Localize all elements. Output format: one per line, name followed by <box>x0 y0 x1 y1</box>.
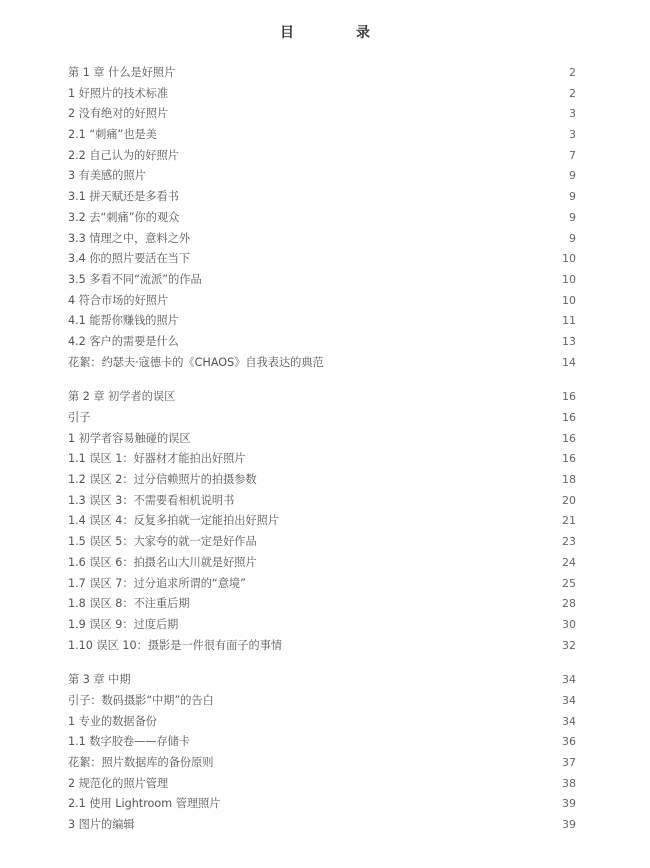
toc-entry-title: 1.4 误区 4：反复多拍就一定能拍出好照片 <box>68 514 280 528</box>
toc-entry[interactable] <box>68 511 576 532</box>
toc-entry-page-number: 20 <box>562 493 576 507</box>
toc-entry-title: 4.2 客户的需要是什么 <box>68 334 179 348</box>
toc-entry[interactable] <box>68 291 576 312</box>
toc-entry-page-number: 9 <box>569 210 576 224</box>
toc-entry[interactable] <box>68 732 576 753</box>
toc-entry-page-number: 16 <box>562 452 576 466</box>
toc-entry[interactable] <box>68 794 576 815</box>
toc-entry[interactable] <box>68 670 576 691</box>
toc-entry-page-number: 28 <box>562 597 576 611</box>
toc-entry-title: 引子 <box>68 411 91 424</box>
toc-entry-page-number: 10 <box>562 293 576 307</box>
toc-entry-title: 2.2 自己认为的好照片 <box>68 148 179 162</box>
toc-entry-page-number: 32 <box>562 638 576 652</box>
toc-entry[interactable] <box>68 166 576 187</box>
toc-entry-page-number: 38 <box>562 776 576 790</box>
toc-entry-title: 1.10 误区 10：摄影是一件很有面子的事情 <box>68 638 283 652</box>
toc-entry[interactable] <box>68 84 576 105</box>
toc-entry-title: 4 符合市场的好照片 <box>68 293 169 307</box>
toc-entry-title: 3.1 拼天赋还是多看书 <box>68 190 179 204</box>
toc-entry-title: 2.1 使用 Lightroom 管理照片 <box>68 797 221 811</box>
toc-entry-page-number: 9 <box>569 190 576 204</box>
toc-entry-title: 1.1 数字胶卷——存储卡 <box>68 735 191 749</box>
toc-entry-title: 1 初学者容易触碰的误区 <box>68 431 191 445</box>
toc-entry[interactable] <box>68 491 576 512</box>
toc-entry-page-number: 30 <box>562 617 576 631</box>
page-title: 目 录 <box>280 25 394 41</box>
toc-entry-page-number: 21 <box>562 514 576 528</box>
toc-section-3 <box>68 670 576 836</box>
toc-entry[interactable] <box>68 636 576 657</box>
toc-entry-page-number: 2 <box>569 66 576 79</box>
toc-entry[interactable] <box>68 815 576 836</box>
toc-entry[interactable] <box>68 270 576 291</box>
toc-entry[interactable] <box>68 691 576 712</box>
toc-entry-title: 1.5 误区 5：大家夸的就一定是好作品 <box>68 535 257 549</box>
toc-entry-title: 3.2 去“刺痛”你的观众 <box>68 210 180 224</box>
toc-entry-title: 1.1 误区 1：好器材才能拍出好照片 <box>68 452 246 466</box>
toc-entry[interactable] <box>68 449 576 470</box>
toc-entry-title: 3.5 多看不同“流派”的作品 <box>68 272 202 286</box>
table-of-contents <box>68 63 576 850</box>
toc-entry-page-number: 9 <box>569 231 576 245</box>
toc-entry-page-number: 9 <box>569 169 576 183</box>
toc-entry-page-number: 10 <box>562 272 576 286</box>
toc-entry-page-number: 3 <box>569 128 576 142</box>
toc-entry-title: 花絮：约瑟夫·寇德卡的《CHAOS》自我表达的典范 <box>68 355 324 369</box>
toc-entry-title: 1 专业的数据备份 <box>68 714 157 728</box>
toc-entry[interactable] <box>68 532 576 553</box>
toc-entry-title: 第 1 章 什么是好照片 <box>68 66 176 79</box>
toc-entry[interactable] <box>68 553 576 574</box>
toc-entry-title: 1.9 误区 9：过度后期 <box>68 617 179 631</box>
toc-entry-title: 4.1 能帮你赚钱的照片 <box>68 314 179 328</box>
toc-entry-page-number: 10 <box>562 252 576 266</box>
toc-entry[interactable] <box>68 353 576 374</box>
toc-entry-page-number: 34 <box>562 673 576 687</box>
toc-entry[interactable] <box>68 187 576 208</box>
toc-entry-title: 3.3 情理之中，意料之外 <box>68 231 191 245</box>
toc-entry[interactable] <box>68 332 576 353</box>
toc-entry[interactable] <box>68 208 576 229</box>
toc-entry-title: 1.6 误区 6：拍摄名山大川就是好照片 <box>68 555 257 569</box>
toc-section-1 <box>68 63 576 373</box>
toc-entry-title: 1.3 误区 3：不需要看相机说明书 <box>68 493 235 507</box>
toc-entry[interactable] <box>68 249 576 270</box>
toc-entry-page-number: 23 <box>562 535 576 549</box>
toc-entry[interactable] <box>68 429 576 450</box>
toc-entry[interactable] <box>68 311 576 332</box>
toc-entry[interactable] <box>68 712 576 733</box>
toc-entry-title: 第 3 章 中期 <box>68 673 131 687</box>
toc-entry-page-number: 24 <box>562 555 576 569</box>
toc-section-2 <box>68 387 576 656</box>
toc-entry[interactable] <box>68 104 576 125</box>
toc-entry-page-number: 16 <box>562 390 576 404</box>
toc-entry-title: 1.7 误区 7：过分追求所谓的“意境” <box>68 576 246 590</box>
toc-entry-title: 2 没有绝对的好照片 <box>68 107 169 121</box>
toc-entry-page-number: 39 <box>562 818 576 832</box>
toc-entry-title: 1 好照片的技术标准 <box>68 86 169 100</box>
toc-entry[interactable] <box>68 125 576 146</box>
toc-entry-page-number: 34 <box>562 693 576 707</box>
toc-entry[interactable] <box>68 594 576 615</box>
toc-entry[interactable] <box>68 408 576 429</box>
toc-entry-title: 2 规范化的照片管理 <box>68 776 169 790</box>
toc-entry-title: 花絮：照片数据库的备份原则 <box>68 756 214 769</box>
toc-entry-page-number: 36 <box>562 735 576 749</box>
toc-entry-title: 1.8 误区 8：不注重后期 <box>68 597 190 611</box>
toc-entry[interactable] <box>68 146 576 167</box>
toc-entry-page-number: 11 <box>562 314 576 328</box>
toc-entry-page-number: 39 <box>562 797 576 811</box>
toc-entry-page-number: 3 <box>569 107 576 121</box>
toc-entry-page-number: 34 <box>562 714 576 728</box>
toc-entry-page-number: 16 <box>562 431 576 445</box>
toc-entry-page-number: 2 <box>569 86 576 100</box>
toc-entry[interactable] <box>68 753 576 774</box>
toc-entry-title: 2.1 “刺痛”也是美 <box>68 128 157 142</box>
toc-entry-title: 3 图片的编辑 <box>68 818 135 832</box>
toc-entry[interactable] <box>68 615 576 636</box>
toc-entry[interactable] <box>68 387 576 408</box>
toc-entry-page-number: 13 <box>562 334 576 348</box>
toc-entry-title: 引子：数码摄影“中期”的告白 <box>68 693 214 707</box>
toc-entry-title: 3.4 你的照片要活在当下 <box>68 252 191 266</box>
toc-entry[interactable] <box>68 63 576 84</box>
toc-entry-page-number: 16 <box>562 411 576 424</box>
toc-entry-page-number: 25 <box>562 576 576 590</box>
toc-entry[interactable] <box>68 229 576 250</box>
toc-entry[interactable] <box>68 774 576 795</box>
toc-entry-title: 3 有美感的照片 <box>68 169 146 183</box>
toc-entry-page-number: 37 <box>562 756 576 769</box>
toc-entry-title: 第 2 章 初学者的误区 <box>68 390 176 404</box>
toc-entry-title: 1.2 误区 2：过分信赖照片的拍摄参数 <box>68 473 257 487</box>
toc-entry-page-number: 7 <box>569 148 576 162</box>
toc-entry-page-number: 14 <box>562 355 576 369</box>
toc-entry-page-number: 18 <box>562 473 576 487</box>
toc-entry[interactable] <box>68 470 576 491</box>
toc-entry[interactable] <box>68 574 576 595</box>
